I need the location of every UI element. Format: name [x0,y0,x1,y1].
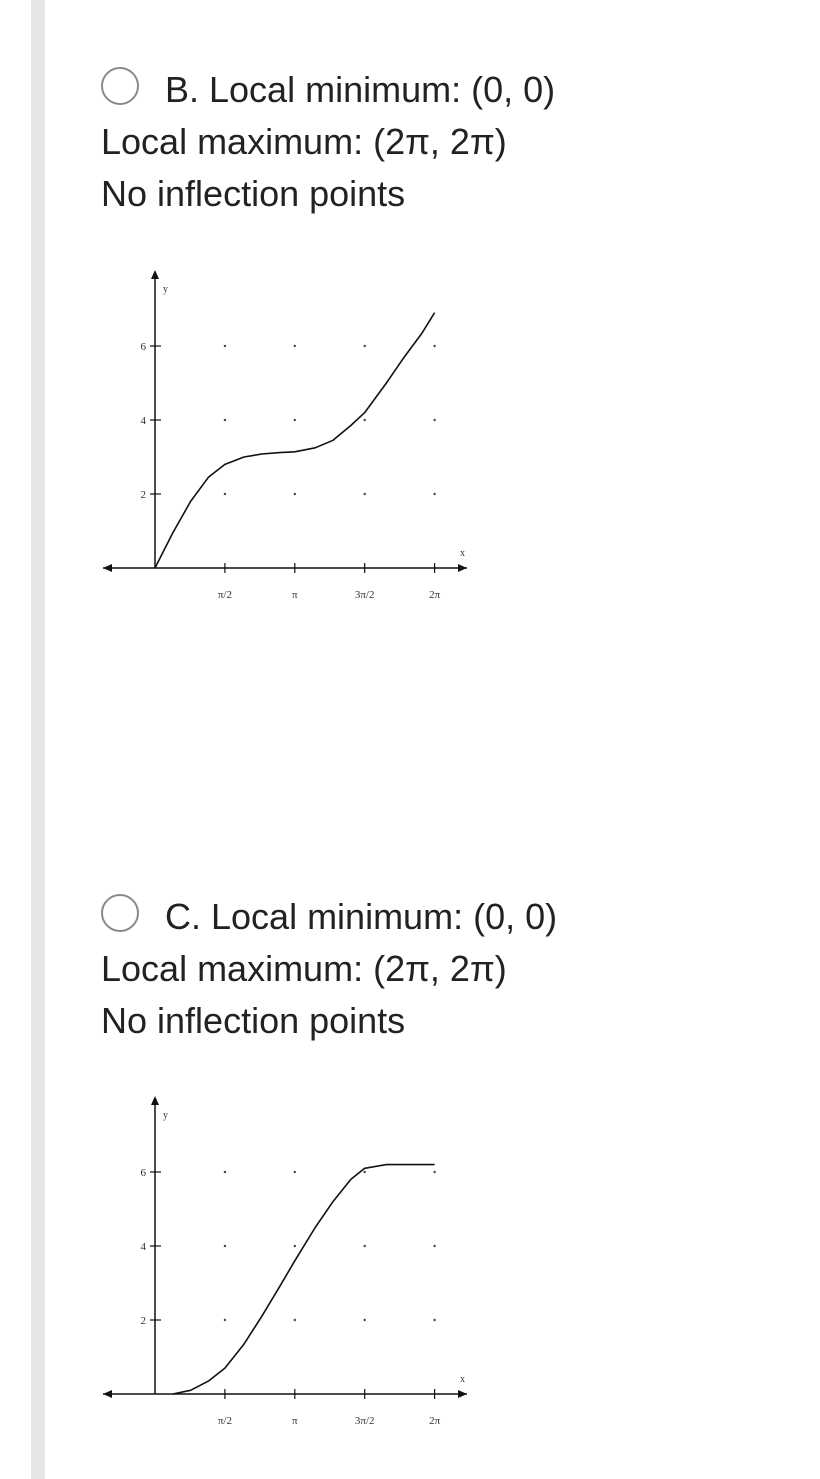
grid-dot [364,493,366,495]
y-axis-label: y [163,284,168,295]
x-tick-label: 3π/2 [354,589,375,601]
x-axis-label: x [460,548,465,559]
x-tick-label: 2π [429,1415,441,1427]
option-b[interactable] [101,64,801,220]
x-axis-label: x [460,1374,465,1385]
grid-dot [294,345,296,347]
left-rail [31,0,45,1479]
grid-dot [294,1319,296,1321]
radio-button-c[interactable] [101,894,139,932]
option-b-graph-svg [95,262,495,622]
y-axis-label: y [163,1110,168,1121]
grid-dot [224,1319,226,1321]
grid-dot [294,1171,296,1173]
grid-dot [364,1245,366,1247]
grid-dot [364,419,366,421]
x-tick-label: 2π [429,589,441,601]
grid-dot [294,493,296,495]
option-c-graph-svg [95,1088,495,1448]
option-c-line-2: Local maximum: (2π, 2π) [101,948,507,989]
radio-button-b[interactable] [101,67,139,105]
y-tick-label: 6 [140,341,146,353]
grid-dot [294,1245,296,1247]
option-b-graph [95,262,495,622]
grid-dot [224,419,226,421]
grid-dot [433,1245,435,1247]
y-tick-label: 4 [140,415,146,427]
y-tick-label: 2 [140,1315,146,1327]
grid-dot [364,345,366,347]
x-tick-label: 3π/2 [354,1415,375,1427]
grid-dot [433,1319,435,1321]
grid-dot [433,1171,435,1173]
option-c[interactable] [101,891,801,1047]
y-tick-label: 2 [140,489,146,501]
x-axis-arrow-right [458,1390,467,1398]
y-tick-label: 6 [140,1167,146,1179]
y-tick-label: 4 [140,1241,146,1253]
grid-dot [294,419,296,421]
option-b-line-2: Local maximum: (2π, 2π) [101,121,507,162]
option-c-graph [95,1088,495,1448]
x-tick-label: π [292,589,298,601]
y-axis-arrow [151,1096,159,1105]
y-axis-arrow [151,270,159,279]
grid-dot [224,1245,226,1247]
option-b-line-1: B. Local minimum: (0, 0) [165,69,556,110]
x-axis-arrow-left [103,1390,112,1398]
grid-dot [433,493,435,495]
x-axis-arrow-left [103,564,112,572]
grid-dot [364,1319,366,1321]
grid-dot [224,345,226,347]
grid-dot [224,493,226,495]
grid-dot [433,419,435,421]
grid-dot [224,1171,226,1173]
option-b-line-3: No inflection points [101,173,406,214]
grid-dot [364,1171,366,1173]
x-tick-label: π/2 [217,1415,232,1427]
option-c-line-3: No inflection points [101,1000,406,1041]
x-tick-label: π/2 [217,589,232,601]
x-tick-label: π [292,1415,298,1427]
grid-dot [433,345,435,347]
option-c-line-1: C. Local minimum: (0, 0) [165,896,558,937]
x-axis-arrow-right [458,564,467,572]
curve-line [173,1165,435,1394]
curve-line [155,313,435,568]
